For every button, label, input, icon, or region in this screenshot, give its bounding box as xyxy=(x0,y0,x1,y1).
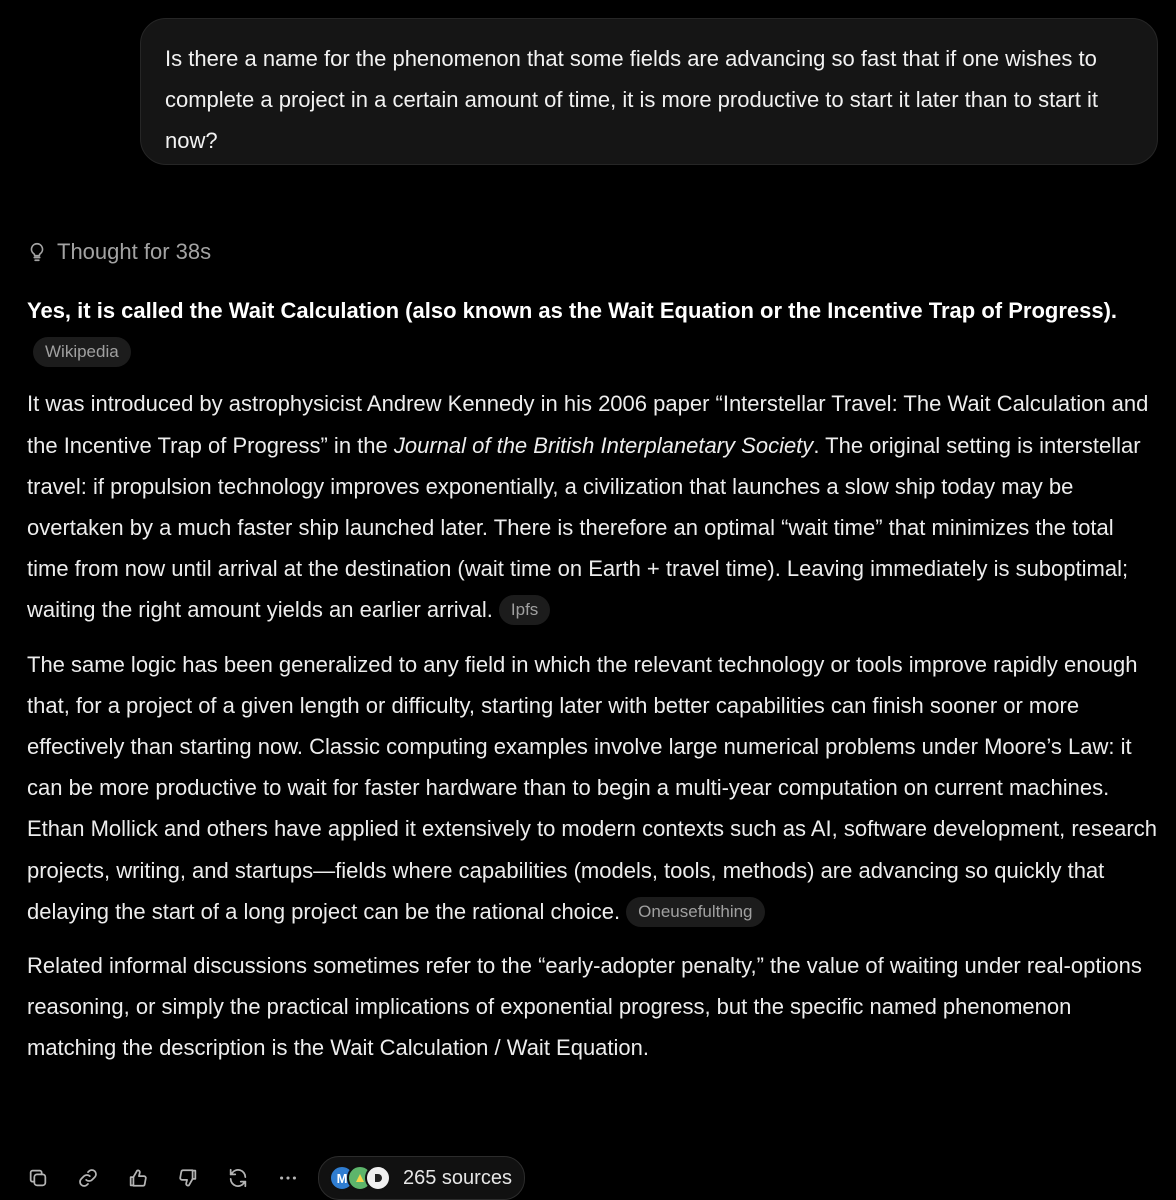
copy-icon[interactable] xyxy=(24,1164,52,1192)
sources-count: 265 sources xyxy=(403,1166,512,1189)
lightbulb-icon xyxy=(26,241,48,263)
journal-title: Journal of the British Interplanetary Society xyxy=(393,432,814,458)
answer-paragraph-2 xyxy=(27,644,1157,932)
source-chip-wikipedia[interactable]: Wikipedia xyxy=(33,337,131,367)
more-icon[interactable] xyxy=(274,1164,302,1192)
paragraph-1-text-end: . The original setting is interstellar travel: if propulsion technology improves exponentially, a civilization that launches a slow ship today may be overtaken by a much faster ship launched later. There is therefore an optimal “wait time” that minimizes the total time from now until arrival at the destination (wait time on Earth + travel time). Leaving immediately is suboptimal; waiting the right amount yields an earlier arrival. xyxy=(27,432,1141,623)
source-chip-oneusefulthing[interactable]: Oneusefulthing xyxy=(626,897,764,927)
thumbs-down-icon[interactable] xyxy=(174,1164,202,1192)
thought-label: Thought for 38s xyxy=(57,239,212,264)
answer-headline-text: Yes, it is called the Wait Calculation (also known as the Wait Equation or the Incentive Trap of Progress). xyxy=(27,298,1118,323)
response-toolbar xyxy=(24,1156,525,1200)
paragraph-3-text: Related informal discussions sometimes refer to the “early-adopter penalty,” the value of waiting under real-options reasoning, or simply the practical implications of exponential progress, but the specific named phenomenon matching the description is the Wait Calculation / Wait Equation. xyxy=(27,953,1142,1061)
answer-paragraph-3 xyxy=(27,945,1157,1069)
thought-toggle[interactable] xyxy=(26,236,211,268)
link-icon[interactable] xyxy=(74,1164,102,1192)
source-favicon xyxy=(365,1165,391,1191)
source-favicon: M xyxy=(329,1165,355,1191)
user-message-text: Is there a name for the phenomenon that some fields are advancing so fast that if one wishes to complete a project in a certain amount of time, it is more productive to start it later than to start it now? xyxy=(165,46,1098,153)
user-message-bubble xyxy=(140,18,1158,165)
thumbs-up-icon[interactable] xyxy=(124,1164,152,1192)
paragraph-1-text-start: It was introduced by astrophysicist Andrew Kennedy in his 2006 paper “Interstellar Travel: The Wait Calculation and the Incentive Trap of Progress” in the xyxy=(27,391,1149,458)
source-chip-ipfs[interactable]: Ipfs xyxy=(499,595,550,625)
source-favicons xyxy=(329,1165,391,1191)
answer-headline xyxy=(27,290,1157,372)
sources-button[interactable] xyxy=(318,1156,525,1200)
regenerate-icon[interactable] xyxy=(224,1164,252,1192)
assistant-answer xyxy=(27,290,1157,1069)
answer-paragraph-1 xyxy=(27,383,1157,630)
paragraph-2-text: The same logic has been generalized to any field in which the relevant technology or tools improve rapidly enough that, for a project of a given length or difficulty, starting later with better capabilities can finish sooner or more effectively than starting now. Classic computing examples involve large numerical problems under Moore’s Law: it can be more productive to wait for faster hardware than to begin a multi-year computation on current machines. Ethan Mollick and others have applied it extensively to modern contexts such as AI, software development, research projects, writing, and startups—fields where capabilities (models, tools, methods) are advancing so quickly that delaying the start of a long project can be the rational choice. xyxy=(27,651,1157,924)
